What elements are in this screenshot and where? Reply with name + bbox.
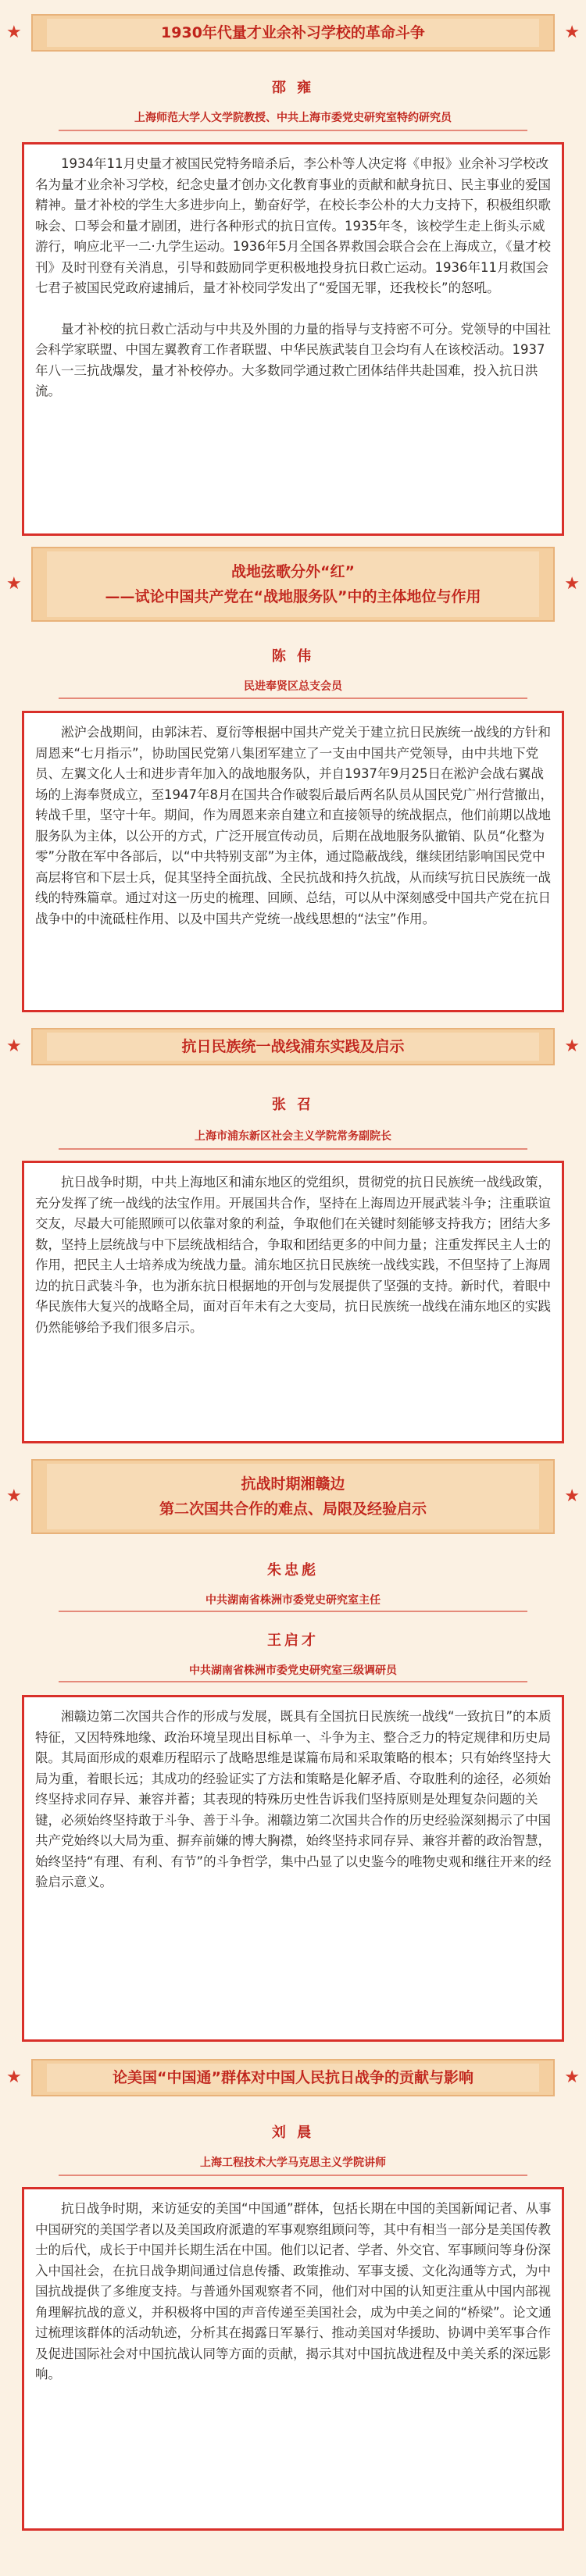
section-5-author-name: 刘 晨	[271, 2125, 315, 2141]
section-1-paragraph-1: 1934年11月史量才被国民党特务暗杀后，李公朴等人决定将《申报》业余补习学校改名为量才业余补习学校，纪念史量才创办文化教育事业的贡献和献身抗日、民主事业的爱国精神。量才补校的学生大多进步向上，勤奋好学，在校长李公朴的大力支持下，积极组织歌咏会、口琴会和量才剧团，进行各种形式的抗日宣传。1935年冬，该校学生走上街头示威游行，响应北平一二·九学生运动。1936年5月全国各界救国会联合会在上海成立，《量才校刊》及时刊登有关消息，引导和鼓励同学更积极地投身抗日救亡运动。1936年11月救国会七君子被国民党政府逮捕后，量才补校同学发出了“爱国无罪，还我校长”的怒吼。	[35, 156, 551, 295]
section-5-title: 论美国“中国通”群体对中国人民抗日战争的贡献与影响	[113, 2069, 473, 2086]
section-5-title-band	[0, 2059, 586, 2096]
section-5-paragraph-1: 抗日战争时期，来访延安的美国“中国通”群体，包括长期在中国的美国新闻记者、从事中国研究的美国学者以及美国政府派遣的军事观察组顾问等，其中有相当一部分是美国传教士的后代，成长于中国并长期生活在中国。他们以记者、学者、外交官、军事顾问等身份深入中国社会，在抗日战争期间通过信息传播、政策推动、军事支援、文化沟通等方式，为中国抗战提供了多维度支持。与普通外国观察者不同，他们对中国的认知更注重从中国内部视角理解抗战的意义，并积极将中国的声音传递至美国社会，成为中美之间的“桥梁”。论文通过梳理该群体的活动轨迹，分析其在揭露日军暴行、推动美国对华援助、协调中美军事合作及促进国际社会对中国抗战认同等方面的贡献，揭示其对中国抗战进程及中美关系的深远影响。	[35, 2201, 552, 2382]
divider-line	[59, 130, 527, 131]
section-4-title-band	[0, 1459, 586, 1534]
star-icon: ★	[564, 23, 580, 42]
section-4-author-2-name: 王启才	[267, 1632, 319, 1649]
section-5-abstract	[22, 2187, 564, 2531]
section-2-abstract	[22, 711, 564, 1012]
section-2-paragraph-1: 淞沪会战期间，由郭沫若、夏衍等根据中国共产党关于建立抗日民族统一战线的方针和周恩来“七月指示”，协助国民党第八集团军建立了一支由中国共产党领导，由中共地下党员、左翼文化人士和进步青年加入的战地服务队，并自1937年9月25日在淞沪会战右翼战场的上海奉贤成立，至1947年8月在国共合作破裂后最后两名队员从国民党广州行营撤出，转战千里，坚守十年。期间，作为周恩来亲自建立和直接领导的统战据点，他们前期以战地服务队为主体，以公开的方式，广泛开展宣传动员，后期在战地服务队撤销、队员“化整为零”分散在军中各部后，以“中共特别支部”为主体，通过隐蔽战线，继续团结影响国民党中高层将官和下层士兵，促其坚持全面抗战、全民抗战和持久抗战，从而续写抗日民族统一战线的特殊篇章。通过对这一历史的梳理、回顾、总结，可以从中深刻感受中国共产党在抗日战争中的中流砥柱作用、以及中国共产党统一战线思想的“法宝”作用。	[35, 725, 553, 926]
star-icon: ★	[6, 1036, 22, 1056]
section-2-title: 战地弦歌分外“红” ——试论中国共产党在“战地服务队”中的主体地位与作用	[105, 563, 481, 605]
section-2-title-band	[0, 547, 586, 622]
section-4-title: 抗战时期湘赣边 第二次国共合作的难点、局限及经验启示	[159, 1475, 427, 1518]
section-1-title: 1930年代量才业余补习学校的革命斗争	[161, 24, 425, 41]
star-icon: ★	[6, 574, 22, 594]
star-icon: ★	[564, 2068, 580, 2087]
divider-line	[59, 2175, 527, 2176]
section-1-author-affiliation: 上海师范大学人文学院教授、中共上海市委党史研究室特约研究员	[134, 112, 452, 124]
section-3-title-band	[0, 1028, 586, 1065]
divider-line	[59, 698, 527, 699]
section-1-abstract	[22, 142, 564, 536]
section-4-abstract	[22, 1695, 564, 2042]
section-3-title: 抗日民族统一战线浦东实践及启示	[181, 1038, 405, 1055]
divider-line	[59, 1148, 527, 1150]
section-4-author-1-affiliation: 中共湖南省株洲市委党史研究室主任	[205, 1594, 381, 1607]
section-3-author-affiliation: 上海市浦东新区社会主义学院常务副院长	[195, 1130, 391, 1143]
section-4-paragraph-1: 湘赣边第二次国共合作的形成与发展，既具有全国抗日民族统一战线“一致抗日”的本质特征，又因特殊地缘、政治环境呈现出目标单一、斗争为主、整合乏力的特定规律和历史局限。其局面形成的艰难历程昭示了战略思维是谋篇布局和采取策略的根本；只有始终坚持大局为重，着眼长远；其成功的经验证实了方法和策略是化解矛盾、夺取胜利的途径，必须始终坚持求同存异、兼容并蓄；其表现的特殊历史性告诉我们坚持原则是处理复杂问题的关键，必须始终坚持敢于斗争、善于斗争。湘赣边第二次国共合作的历史经验深刻揭示了中国共产党始终以大局为重、摒弃前嫌的博大胸襟，始终坚持求同存异、兼容并蓄的政治智慧，始终坚持“有理、有利、有节”的斗争哲学，集中凸显了以史鉴今的唯物史观和继往开来的经验启示意义。	[35, 1709, 552, 1889]
star-icon: ★	[6, 23, 22, 42]
section-2-author-name: 陈 伟	[271, 648, 315, 665]
section-1-title-band	[0, 14, 586, 52]
section-3-paragraph-1: 抗日战争时期，中共上海地区和浦东地区的党组织，贯彻党的抗日民族统一战线政策，充分发挥了统一战线的法宝作用。开展国共合作，坚持在上海周边开展武装斗争；注重联谊交友，尽最大可能照顾可以依靠对象的利益，争取他们在关键时刻能够支持我方；团结大多数，坚持上层统战与中下层统战相结合，争取和团结更多的中间力量；注重发挥民主人士的作用，把民主人士培养成为统战力量。浦东地区抗日民族统一战线实践，不但坚持了上海周边的抗日武装斗争，也为浙东抗日根据地的开创与发展提供了坚强的支持。新时代，着眼中华民族伟大复兴的战略全局，面对百年未有之大变局，抗日民族统一战线在浦东地区的实践仍然能够给予我们很多启示。	[35, 1175, 551, 1335]
section-4-author-1-name: 朱忠彪	[267, 1562, 319, 1579]
section-3-abstract	[22, 1161, 564, 1443]
star-icon: ★	[6, 1486, 22, 1506]
section-1-paragraph-2: 量才补校的抗日救亡活动与中共及外围的力量的指导与支持密不可分。党领导的中国社会科学家联盟、中国左翼教育工作者联盟、中华民族武装自卫会均有人在该校活动。1937年八一三抗战爆发，量才补校停办。大多数同学通过救亡团体结伴共赴国难，投入抗日洪流。	[35, 321, 551, 398]
section-5-author-affiliation: 上海工程技术大学马克思主义学院讲师	[200, 2157, 386, 2169]
section-4-author-2-affiliation: 中共湖南省株洲市委党史研究室三级调研员	[189, 1664, 397, 1677]
section-1-author-name: 邵 雍	[271, 80, 315, 96]
divider-line	[59, 1611, 527, 1612]
star-icon: ★	[564, 574, 580, 594]
star-icon: ★	[564, 1036, 580, 1056]
section-3-author-name: 张 召	[271, 1097, 315, 1113]
divider-line	[59, 1681, 527, 1682]
star-icon: ★	[564, 1486, 580, 1506]
star-icon: ★	[6, 2068, 22, 2087]
section-2-author-affiliation: 民进奉贤区总支会员	[244, 680, 342, 693]
